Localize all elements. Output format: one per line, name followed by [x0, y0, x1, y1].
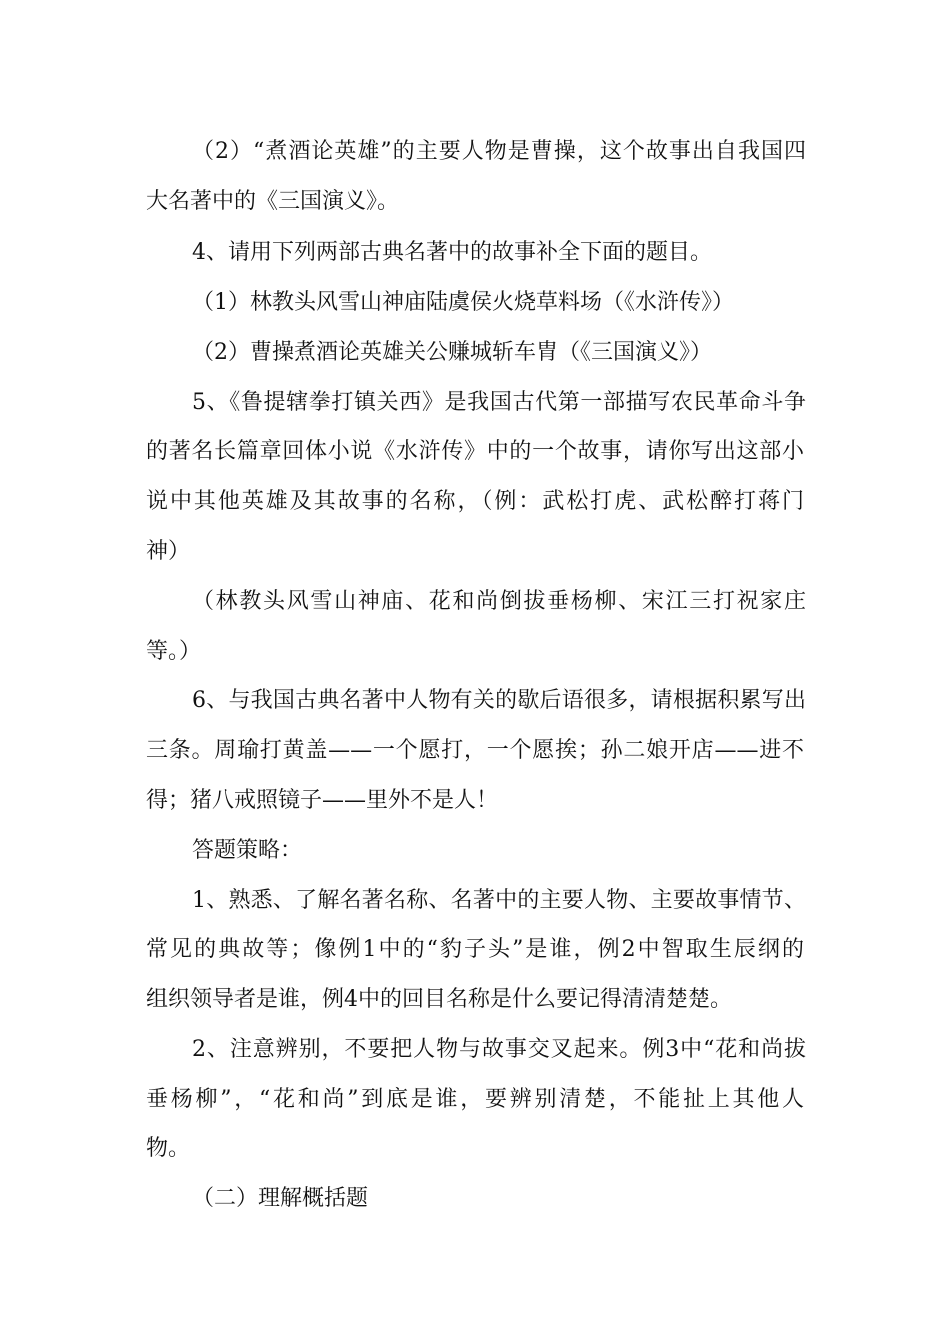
paragraph-line: 组织领导者是谁，例4中的回目名称是什么要记得清清楚楚。	[146, 987, 732, 1012]
paragraph-line: 等。）	[146, 639, 202, 664]
paragraph-line: 神）	[146, 539, 191, 564]
paragraph-line: 常见的典故等；像例1中的“豹子头”是谁，例2中智取生辰纲的	[146, 937, 804, 962]
paragraph-line: 的著名长篇章回体小说《水浒传》中的一个故事，请你写出这部小	[146, 439, 804, 464]
paragraph-line: （2）“煮酒论英雄”的主要人物是曹操，这个故事出自我国四	[192, 139, 806, 164]
paragraph-line: 物。	[146, 1136, 191, 1161]
paragraph-line: 5、《鲁提辖拳打镇关西》是我国古代第一部描写农民革命斗争	[192, 390, 806, 415]
paragraph-line: （2）曹操煮酒论英雄关公赚城斩车胄（《三国演义》）	[192, 340, 712, 365]
paragraph-line: 1、熟悉、了解名著名称、名著中的主要人物、主要故事情节、	[192, 888, 806, 913]
paragraph-line: 答题策略：	[192, 838, 303, 863]
paragraph-line: 4、请用下列两部古典名著中的故事补全下面的题目。	[192, 240, 712, 265]
paragraph-line: 说中其他英雄及其故事的名称，（例：武松打虎、武松醉打蒋门	[146, 489, 804, 514]
paragraph-line: 垂杨柳”，“花和尚”到底是谁，要辨别清楚，不能扯上其他人	[146, 1087, 804, 1112]
paragraph-line: 三条。周瑜打黄盖——一个愿打，一个愿挨；孙二娘开店——进不	[146, 738, 804, 763]
paragraph-line: 6、与我国古典名著中人物有关的歇后语很多，请根据积累写出	[192, 688, 806, 713]
paragraph-line: 大名著中的《三国演义》。	[146, 189, 400, 214]
paragraph-line: 2、注意辨别，不要把人物与故事交叉起来。例3中“花和尚拔	[192, 1037, 806, 1062]
paragraph-line: 得；猪八戒照镜子——里外不是人！	[146, 788, 499, 813]
paragraph-line: （1）林教头风雪山神庙陆虞侯火烧草料场（《水浒传》）	[192, 290, 734, 315]
section-heading: （二）理解概括题	[192, 1186, 369, 1211]
paragraph-line: （林教头风雪山神庙、花和尚倒拔垂杨柳、宋江三打祝家庄	[192, 589, 806, 614]
